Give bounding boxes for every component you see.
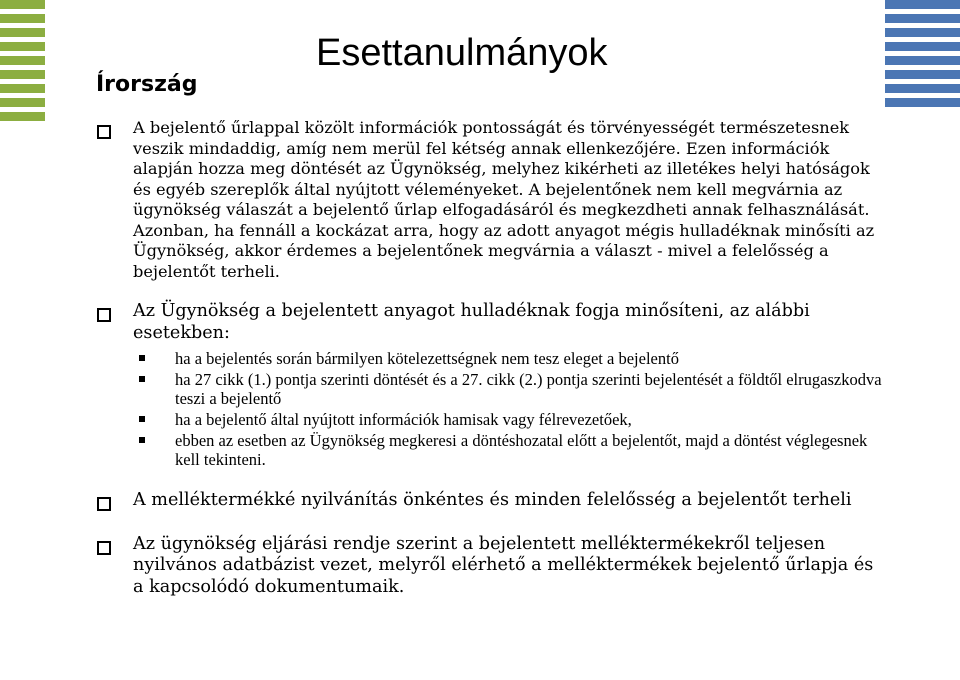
stripe (0, 14, 45, 23)
checkbox-bullet-icon (97, 541, 111, 555)
stripe (885, 0, 960, 9)
checkbox-bullet-icon (97, 497, 111, 511)
bullet-item (97, 301, 887, 344)
stripe (0, 84, 45, 93)
square-bullet-icon (139, 376, 145, 382)
stripe (885, 70, 960, 79)
bullet-item (97, 490, 887, 512)
sub-bullet-item (139, 431, 887, 469)
slide-title: Esettanulmányok (316, 32, 608, 74)
stripe (885, 98, 960, 107)
stripe (885, 56, 960, 65)
square-bullet-icon (139, 416, 145, 422)
stripe (0, 42, 45, 51)
sub-bullet-text: ha a bejelentés során bármilyen kötelezettségnek nem tesz eleget a bejelentő (175, 349, 679, 368)
sub-bullet-item (139, 349, 887, 368)
stripe (0, 56, 45, 65)
left-stripe-decoration (0, 0, 45, 140)
stripe (0, 98, 45, 107)
stripe (0, 70, 45, 79)
slide-content (97, 118, 887, 598)
checkbox-bullet-icon (97, 125, 111, 139)
sub-bullet-item (139, 370, 887, 408)
country-heading: Írország (96, 72, 198, 97)
square-bullet-icon (139, 437, 145, 443)
stripe (0, 28, 45, 37)
bullet-text: Az Ügynökség a bejelentett anyagot hulladéknak fogja minősíteni, az alábbi esetekben: (133, 301, 810, 343)
sub-bullet-text: ha 27 cikk (1.) pontja szerinti döntését és a 27. cikk (2.) pontja szerinti bejelentését a földtől elrugaszkodva teszi a bejelentő (175, 370, 882, 408)
stripe (0, 112, 45, 121)
bullet-item (97, 534, 887, 599)
sub-bullet-text: ebben az esetben az Ügynökség megkeresi a döntéshozatal előtt a bejelentőt, majd a döntést véglegesnek kell tekinteni. (175, 431, 868, 469)
square-bullet-icon (139, 355, 145, 361)
bullet-text: Az ügynökség eljárási rendje szerint a bejelentett melléktermékekről teljesen nyilvános adatbázist vezet, melyről elérhető a melléktermékek bejelentő űrlapja és a kapcsolódó dokumentumaik. (133, 533, 874, 597)
bullet-text: A melléktermékké nyilvánítás önkéntes és minden felelősség a bejelentőt terheli (133, 490, 852, 510)
checkbox-bullet-icon (97, 308, 111, 322)
stripe (885, 42, 960, 51)
sub-bullet-list (139, 349, 887, 469)
sub-bullet-text: ha a bejelentő által nyújtott információk hamisak vagy félrevezetőek, (175, 410, 632, 429)
stripe (0, 0, 45, 9)
stripe (885, 14, 960, 23)
bullet-text: A bejelentő űrlappal közölt információk pontosságát és törvényességét természetesnek veszik mindaddig, amíg nem merül fel kétség annak ellenkezőjére. Ezen információk alapján hozza meg döntését az Ügynökség, melyhez kikérheti az illetékes helyi hatóságok és egyéb szereplők által nyújtott véleményeket. A bejelentőnek nem kell megvárnia az ügynökség válaszát a bejelentő űrlap elfogadásáról és megkezdheti annak felhasználását. Azonban, ha fennáll a kockázat arra, hogy az adott anyagot mégis hulladéknak minősíti az Ügynökség, akkor érdemes a bejelentőnek megvárnia a választ - mivel a felelősség a bejelentőt terheli. (133, 118, 875, 281)
sub-bullet-item (139, 410, 887, 429)
right-stripe-decoration (885, 0, 960, 120)
bullet-item (97, 118, 887, 282)
stripe (885, 84, 960, 93)
stripe (885, 28, 960, 37)
